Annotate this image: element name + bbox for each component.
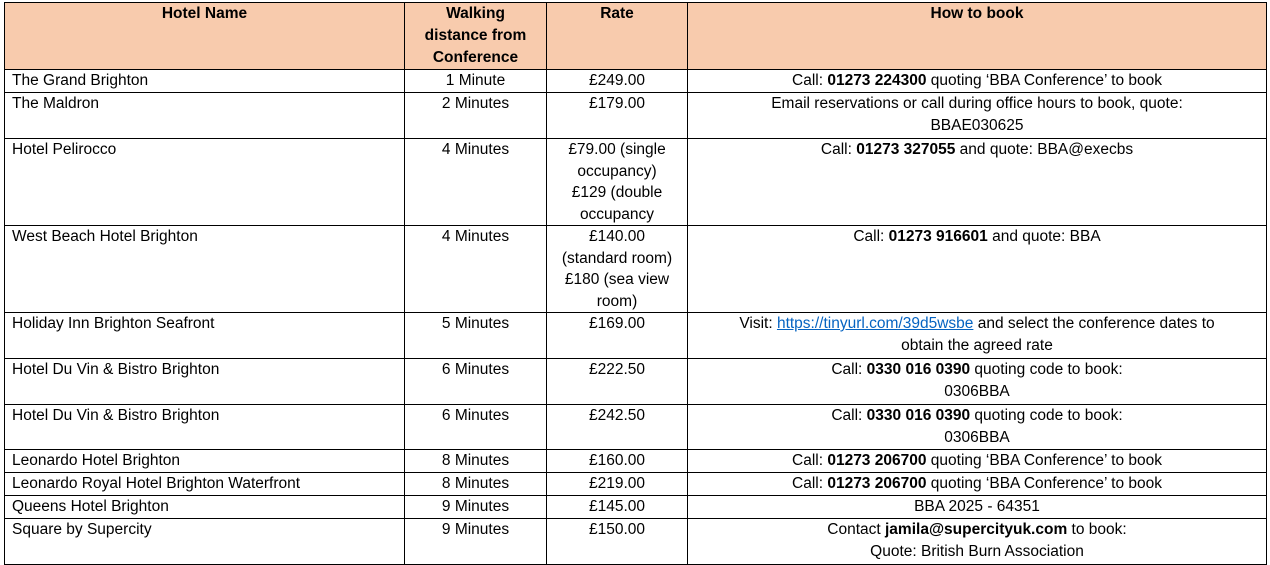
hotel-name-cell: Holiday Inn Brighton Seafront (5, 313, 405, 359)
how-to-book-cell (688, 359, 1267, 405)
distance-cell: 5 Minutes (405, 313, 547, 359)
table-row (5, 405, 1267, 450)
book-suffix: quoting code to book: (970, 407, 1123, 424)
header-walking-line1: Walking (446, 5, 505, 22)
book-suffix: and quote: BBA (987, 228, 1101, 245)
book-prefix: Call: (831, 407, 867, 424)
hotel-name-cell: West Beach Hotel Brighton (5, 226, 405, 313)
how-to-book-cell (688, 405, 1267, 450)
header-hotel-name: Hotel Name (5, 3, 405, 70)
rate-line: occupancy (579, 205, 655, 223)
how-to-book-cell (688, 70, 1267, 93)
distance-cell: 9 Minutes (405, 519, 547, 565)
table-row (5, 359, 1267, 405)
rate-cell (547, 405, 688, 450)
rate-line: £169.00 (588, 315, 646, 332)
book-suffix: quoting code to book: (970, 361, 1123, 378)
distance-cell: 8 Minutes (405, 450, 547, 473)
book-prefix: Call: (792, 452, 828, 469)
hotel-name-cell: Square by Supercity (5, 519, 405, 565)
table-row (5, 473, 1267, 496)
book-line1: Email reservations or call during office hours to book, quote: (771, 95, 1183, 112)
distance-cell: 8 Minutes (405, 473, 547, 496)
rate-line: (standard room) (561, 249, 673, 267)
book-prefix: Call: (820, 141, 857, 158)
book-line2: BBAE030625 (930, 117, 1024, 134)
header-walking-distance (405, 3, 547, 70)
book-line2: 0306BBA (944, 429, 1010, 446)
hotel-name-cell: Queens Hotel Brighton (5, 496, 405, 519)
booking-link[interactable]: https://tinyurl.com/39d5wsbe (776, 315, 974, 332)
rate-cell (547, 473, 688, 496)
phone-number: 0330 016 0390 (866, 361, 971, 378)
rate-line: £160.00 (588, 452, 646, 469)
hotel-name-cell: Hotel Du Vin & Bistro Brighton (5, 359, 405, 405)
hotel-name-cell: The Maldron (5, 93, 405, 139)
rate-line: £145.00 (588, 498, 646, 515)
book-prefix: Contact (827, 521, 885, 538)
book-prefix: Call: (792, 475, 828, 492)
rate-cell (547, 226, 688, 313)
rate-line: £219.00 (588, 475, 646, 492)
distance-cell: 1 Minute (405, 70, 547, 93)
rate-line: occupancy) (577, 162, 657, 180)
how-to-book-cell (688, 519, 1267, 565)
distance-cell: 4 Minutes (405, 226, 547, 313)
book-prefix: Visit: (739, 315, 777, 332)
table-row (5, 70, 1267, 93)
book-suffix: to book: (1067, 521, 1127, 538)
table-row (5, 519, 1267, 565)
rate-line: £242.50 (588, 407, 646, 424)
rate-line: £179.00 (588, 95, 646, 112)
rate-cell (547, 519, 688, 565)
how-to-book-cell (688, 139, 1267, 226)
book-suffix: and select the conference dates to (973, 315, 1215, 332)
rate-line: £180 (sea view (564, 271, 670, 288)
how-to-book-cell (688, 226, 1267, 313)
rate-line: £140.00 (588, 228, 646, 245)
hotel-name-cell: Leonardo Royal Hotel Brighton Waterfront (5, 473, 405, 496)
rate-cell (547, 139, 688, 226)
hotel-table (4, 2, 1267, 565)
rate-line: £129 (double (571, 184, 663, 201)
phone-number: 01273 224300 (827, 72, 927, 89)
table-row (5, 93, 1267, 139)
distance-cell: 4 Minutes (405, 139, 547, 226)
table-row (5, 313, 1267, 359)
book-suffix: quoting ‘BBA Conference’ to book (926, 72, 1162, 89)
how-to-book-cell (688, 450, 1267, 473)
book-suffix: and quote: BBA@execbs (955, 141, 1134, 158)
table-row (5, 139, 1267, 226)
phone-number: 01273 327055 (856, 141, 956, 158)
phone-number: 01273 206700 (827, 452, 927, 469)
hotel-name-cell: Leonardo Hotel Brighton (5, 450, 405, 473)
book-line2: obtain the agreed rate (901, 337, 1053, 354)
distance-cell: 2 Minutes (405, 93, 547, 139)
phone-number: 0330 016 0390 (866, 407, 971, 424)
distance-cell: 6 Minutes (405, 405, 547, 450)
hotel-name-cell: The Grand Brighton (5, 70, 405, 93)
contact-email: jamila@supercityuk.com (885, 521, 1068, 538)
book-suffix: quoting ‘BBA Conference’ to book (926, 475, 1162, 492)
rate-line: £249.00 (588, 72, 646, 89)
rate-cell (547, 496, 688, 519)
how-to-book-cell (688, 93, 1267, 139)
book-prefix: Call: (853, 228, 889, 245)
hotel-name-cell: Hotel Pelirocco (5, 139, 405, 226)
header-how-to-book: How to book (688, 3, 1267, 70)
distance-cell: 9 Minutes (405, 496, 547, 519)
phone-number: 01273 916601 (888, 228, 988, 245)
book-prefix: Call: (831, 361, 867, 378)
rate-cell (547, 313, 688, 359)
rate-line: room) (596, 292, 638, 310)
table-row (5, 226, 1267, 313)
rate-line: £222.50 (588, 361, 646, 378)
book-line1: BBA 2025 - 64351 (914, 498, 1040, 515)
header-walking-line2: distance from (424, 27, 527, 44)
rate-line: £150.00 (588, 521, 646, 538)
how-to-book-cell (688, 473, 1267, 496)
phone-number: 01273 206700 (827, 475, 927, 492)
header-row (5, 3, 1267, 70)
how-to-book-cell (688, 496, 1267, 519)
header-walking-line3: Conference (432, 49, 519, 66)
book-prefix: Call: (792, 72, 828, 89)
rate-cell (547, 450, 688, 473)
distance-cell: 6 Minutes (405, 359, 547, 405)
rate-cell (547, 93, 688, 139)
rate-cell (547, 70, 688, 93)
rate-line: £79.00 (single (568, 141, 666, 158)
hotel-name-cell: Hotel Du Vin & Bistro Brighton (5, 405, 405, 450)
rate-cell (547, 359, 688, 405)
how-to-book-cell (688, 313, 1267, 359)
book-line2: 0306BBA (944, 383, 1010, 400)
book-line2: Quote: British Burn Association (870, 543, 1084, 560)
header-rate: Rate (547, 3, 688, 70)
table-row (5, 450, 1267, 473)
table-row (5, 496, 1267, 519)
book-suffix: quoting ‘BBA Conference’ to book (926, 452, 1162, 469)
